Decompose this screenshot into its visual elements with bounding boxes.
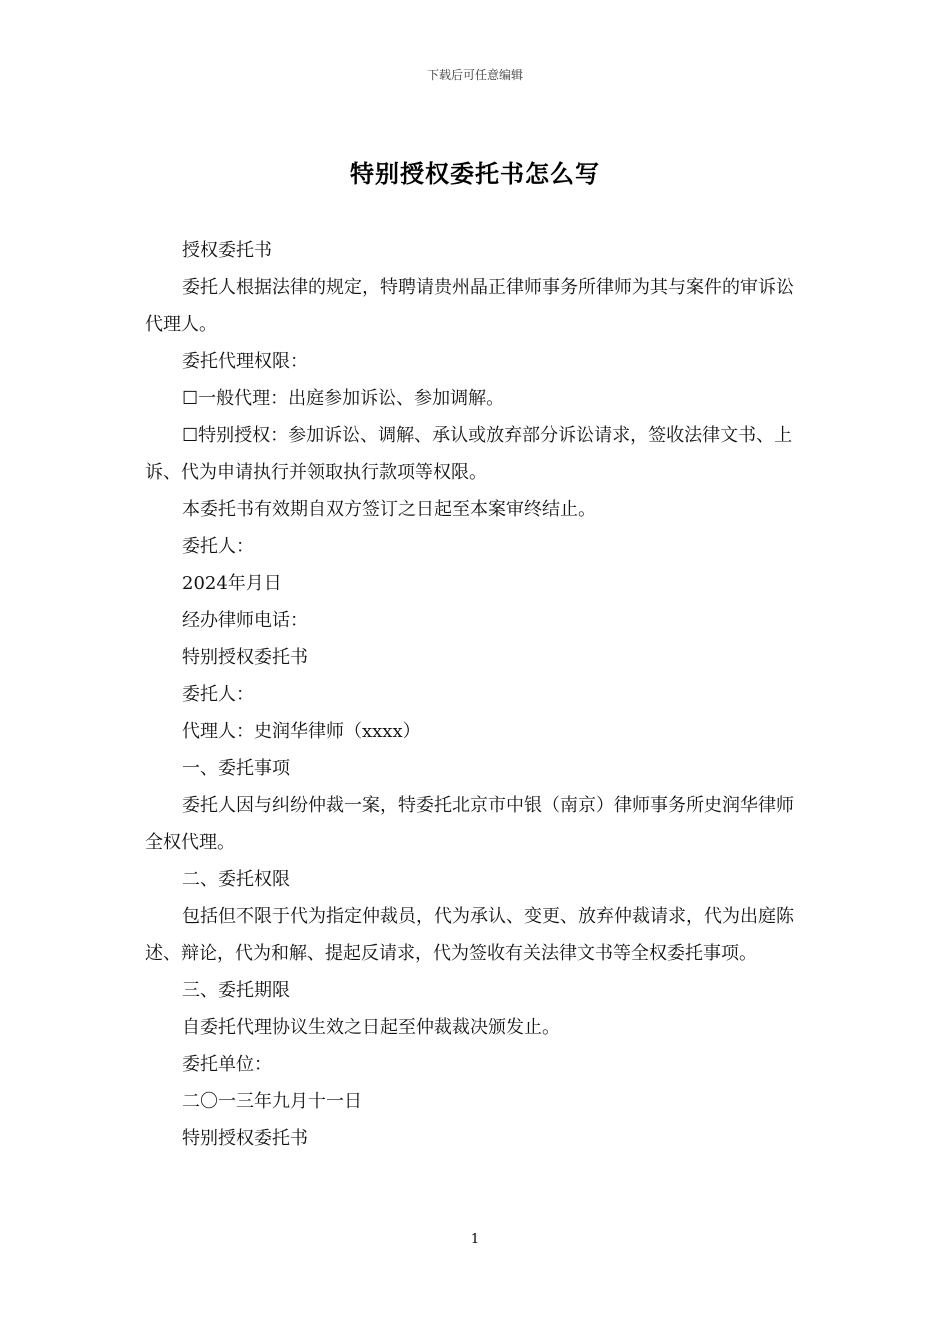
paragraph: 三、委托期限 xyxy=(182,980,290,1001)
paragraph: 自委托代理协议生效之日起至仲裁裁决颁发止。 xyxy=(182,1017,560,1038)
page-number: 1 xyxy=(470,1232,480,1247)
paragraph: 包括但不限于代为指定仲裁员，代为承认、变更、放弃仲裁请求，代为出庭陈述、辩论，代为和解、提起反请求，代为签收有关法律文书等全权委托事项。 xyxy=(145,906,794,964)
paragraph: 委托人： xyxy=(182,536,254,557)
paragraph: 委托人： xyxy=(182,684,254,705)
paragraph: 委托人因与纠纷仲裁一案，特委托北京市中银（南京）律师事务所史润华律师全权代理。 xyxy=(145,795,794,853)
document-title: 特别授权委托书怎么写 xyxy=(350,159,600,188)
paragraph: 委托代理权限： xyxy=(182,351,308,372)
paragraph: 授权委托书 xyxy=(182,240,272,261)
paragraph: ☐特别授权：参加诉讼、调解、承认或放弃部分诉讼请求，签收法律文书、上诉、代为申请执行并领取执行款项等权限。 xyxy=(145,425,793,483)
paragraph: 委托单位： xyxy=(182,1054,272,1075)
paragraph: 特别授权委托书 xyxy=(182,1128,308,1149)
document-body xyxy=(145,232,807,1157)
paragraph: 二〇一三年九月十一日 xyxy=(182,1091,362,1112)
paragraph: 一、委托事项 xyxy=(182,758,290,779)
paragraph: 特别授权委托书 xyxy=(182,647,308,668)
paragraph: 委托人根据法律的规定，特聘请贵州晶正律师事务所律师为其与案件的审诉讼代理人。 xyxy=(145,277,794,335)
paragraph: 2024年月日 xyxy=(182,573,282,594)
paragraph: ☐一般代理：出庭参加诉讼、参加调解。 xyxy=(182,388,505,409)
paragraph: 经办律师电话： xyxy=(182,610,308,631)
page-header-note: 下载后可任意编辑 xyxy=(426,68,523,82)
paragraph: 代理人：史润华律师（xxxx） xyxy=(182,721,421,742)
paragraph: 本委托书有效期自双方签订之日起至本案审终结止。 xyxy=(182,499,596,520)
paragraph: 二、委托权限 xyxy=(182,869,290,890)
